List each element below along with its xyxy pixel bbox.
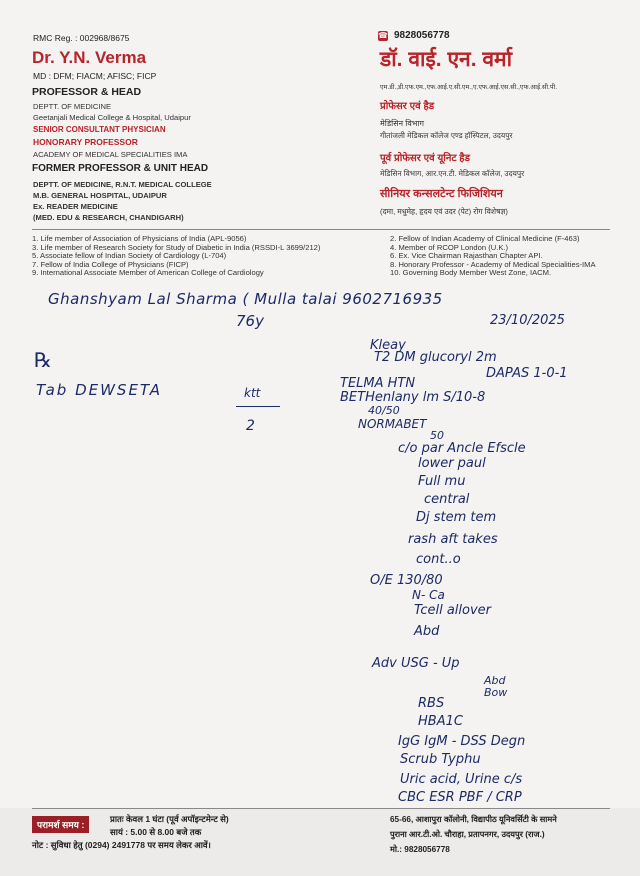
designation-reader: Ex. READER MEDICINE xyxy=(33,202,118,211)
designation-former-professor: FORMER PROFESSOR & UNIT HEAD xyxy=(32,163,209,174)
membership-item: 7. Fellow of India College of Physicians (FICP) xyxy=(32,259,189,269)
membership-item: 8. Honorary Professor - Academy of Medical Specialities-IMA xyxy=(390,259,596,269)
note-line: Uric acid, Urine c/s xyxy=(400,772,523,787)
qualifications: MD : DFM; FIACM; AFISC; FICP xyxy=(33,71,157,81)
note-line: lower paul xyxy=(418,456,486,471)
note-line: DAPAS 1-0-1 xyxy=(486,366,568,381)
header-divider xyxy=(32,229,610,230)
note-line: rash aft takes xyxy=(408,532,498,547)
memberships-left xyxy=(32,235,320,278)
designation-honorary-professor: HONORARY PROFESSOR xyxy=(33,137,138,147)
note-line: 40/50 xyxy=(368,404,400,417)
designation-professor-head-hindi: प्रोफेसर एवं हैड xyxy=(380,101,435,112)
hospital-geetanjali-hindi: गीतांजली मेडिकल कॉलेज एण्ड हॉस्पिटल, उदयपुर xyxy=(380,131,513,140)
note-line: Abd xyxy=(484,674,506,687)
qualifications-hindi: एम.डी.,डी.एफ.एम.,एफ.आई.ए.सी.एम.,ए.एफ.आई.एस.सी.,एफ.आई.सी.पी. xyxy=(380,84,558,91)
note-line: TELMA HTN xyxy=(340,376,416,391)
mobile-number: मो.: 9828056778 xyxy=(390,845,450,854)
note-line: NORMABET xyxy=(358,417,427,431)
note-line: cont..o xyxy=(416,552,461,567)
designation-senior-consultant-hindi: सीनियर कन्सलटेन्ट फिजिशियन xyxy=(380,188,503,200)
membership-item: 3. Life member of Research Society for Study of Diabetic in India (RSSDI-L 3699/212) xyxy=(32,242,321,252)
rx-medicine-1-count: 2 xyxy=(246,418,255,434)
dept-rnt-hindi: मेडिसिन विभाग, आर.एन.टी. मेडिकल कॉलेज, उदयपुर xyxy=(380,169,525,178)
hospital-mb: M.B. GENERAL HOSPITAL, UDAIPUR xyxy=(33,191,167,200)
address-line-2: पुराना आर.टी.ओ. चौराहा, प्रतापनगर, उदयपुर (राज.) xyxy=(390,830,545,839)
doctor-name: Dr. Y.N. Verma xyxy=(32,48,147,67)
dept-medicine: DEPTT. OF MEDICINE xyxy=(33,102,112,111)
rx-medicine-1: Tab DEWSETA xyxy=(36,381,162,399)
rx-underline xyxy=(236,406,280,407)
note-line: Scrub Typhu xyxy=(400,752,481,767)
note-line: Tcell allover xyxy=(414,603,492,618)
membership-item: 5. Associate fellow of Indian Society of Cardiology (L-704) xyxy=(32,251,227,261)
note-line: BETHenlany lm S/10-8 xyxy=(340,390,486,405)
memberships-right xyxy=(390,235,596,278)
phone-icon: ☎ xyxy=(378,31,388,40)
doctor-name-hindi: डॉ. वाई. एन. वर्मा xyxy=(380,48,513,71)
note-line: Dj stem tem xyxy=(416,510,497,525)
specialty-hindi: (दमा, मधुमेह, हृदय एवं उदर (पेट) रोग विशेषज्ञ) xyxy=(380,207,508,216)
membership-item: 6. Ex. Vice Chairman Rajasthan Chapter API. xyxy=(390,251,543,261)
designation-professor-head: PROFESSOR & HEAD xyxy=(32,86,142,98)
timing-morning: प्रातः केवल 1 घंटा (पूर्व अपॉइन्टमेन्ट से) xyxy=(110,814,229,824)
note-line: Abd xyxy=(414,624,440,639)
pgimer: (MED. EDU & RESEARCH, CHANDIGARH) xyxy=(33,213,184,222)
note-line: T2 DM glucoryl 2m xyxy=(374,350,497,365)
patient-line: Ghanshyam Lal Sharma ( Mulla talai 9602716935 xyxy=(48,290,443,308)
prescription-date: 23/10/2025 xyxy=(490,313,565,328)
membership-item: 10. Governing Body Member West Zone, IACM. xyxy=(390,268,552,278)
appointment-note: नोट : सुविधा हेतु (0294) 2491778 पर समय लेकर आवें। xyxy=(32,840,211,850)
note-line: Bow xyxy=(484,686,508,699)
patient-age: 76y xyxy=(236,312,264,330)
rx-medicine-1-qty: ktt xyxy=(244,386,261,400)
membership-item: 9. International Associate Member of American College of Cardiology xyxy=(32,268,264,278)
note-line: O/E 130/80 xyxy=(370,573,443,588)
note-line: HBA1C xyxy=(418,714,463,729)
academy: ACADEMY OF MEDICAL SPECIALITIES IMA xyxy=(33,150,188,159)
rx-symbol: ℞ xyxy=(34,348,52,372)
phone-number: 9828056778 xyxy=(394,30,450,41)
note-line: CBC ESR PBF / CRP xyxy=(398,790,522,805)
note-line: Full mu xyxy=(418,474,466,489)
note-line: RBS xyxy=(418,696,445,711)
note-line: Adv USG - Up xyxy=(372,656,460,671)
note-line: c/o par Ancle Efscle xyxy=(398,441,526,456)
note-line: 50 xyxy=(430,429,444,442)
timing-evening: सायं : 5.00 से 8.00 बजे तक xyxy=(110,827,202,837)
footer-divider xyxy=(32,808,610,809)
dept-rnt: DEPTT. OF MEDICINE, R.N.T. MEDICAL COLLEGE xyxy=(33,180,212,189)
note-line: central xyxy=(424,492,470,507)
membership-item: 4. Member of RCOP London (U.K.) xyxy=(390,242,509,252)
designation-senior-consultant: SENIOR CONSULTANT PHYSICIAN xyxy=(33,125,166,134)
rmc-reg: RMC Reg. : 002968/8675 xyxy=(33,33,130,43)
consultation-time-label: परामर्श समय : xyxy=(32,816,89,833)
membership-item: 2. Fellow of Indian Academy of Clinical Medicine (F-463) xyxy=(390,234,580,243)
dept-medicine-hindi: मेडिसिन विभाग xyxy=(380,119,424,128)
designation-former-professor-hindi: पूर्व प्रोफेसर एवं यूनिट हैड xyxy=(380,153,470,164)
note-line: N- Ca xyxy=(412,588,445,602)
membership-item: 1. Life member of Association of Physicians of India (APL-9056) xyxy=(32,234,247,243)
note-line: Kleay xyxy=(370,338,406,353)
hospital-geetanjali: Geetanjali Medical College & Hospital, Udaipur xyxy=(33,113,191,122)
note-line: IgG IgM - DSS Degn xyxy=(398,734,526,749)
address-line-1: 65-66, आशापुरा कॉलोनी, विद्यापीठ यूनिवर्सिटी के सामने xyxy=(390,815,557,824)
